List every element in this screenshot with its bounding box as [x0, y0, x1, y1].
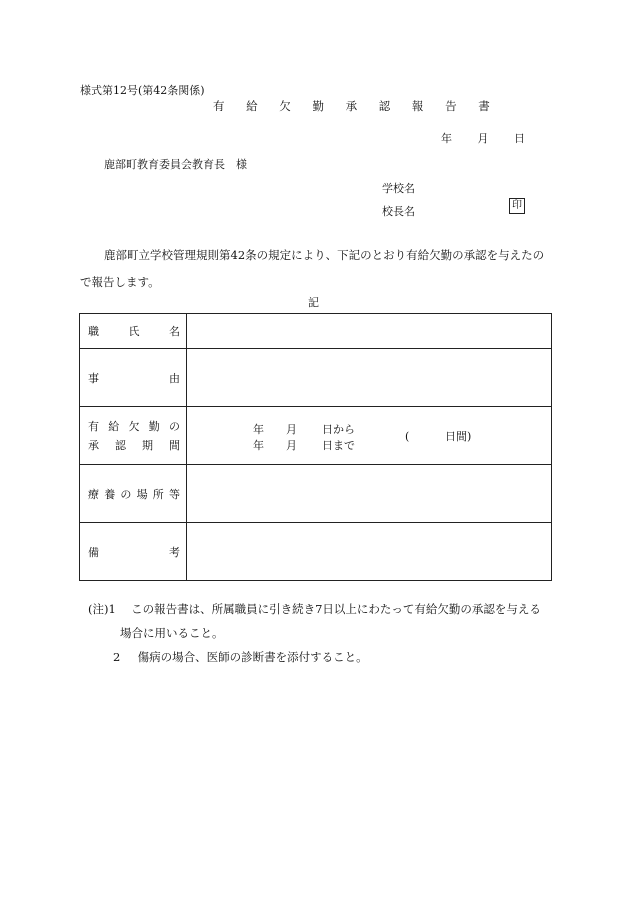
label-char: 由	[169, 371, 180, 385]
label-reason	[80, 349, 187, 407]
report-table	[79, 313, 552, 581]
period-value-cell[interactable]	[187, 407, 552, 465]
date-month: 月	[477, 132, 489, 145]
recipient: 鹿部町教育委員会教育長 様	[104, 158, 247, 171]
period-from-month: 月	[286, 423, 297, 436]
label-char: の	[120, 487, 132, 501]
label-char: 氏	[128, 325, 140, 338]
label-char: 考	[169, 545, 180, 559]
label-char: 承	[88, 439, 99, 452]
label-char: 職	[88, 325, 99, 338]
label-period	[80, 407, 187, 465]
label-char: 給	[108, 420, 120, 433]
label-char: 有	[88, 420, 99, 433]
reason-value-cell[interactable]	[187, 349, 552, 407]
date-line	[441, 130, 525, 146]
days-open-paren: (	[405, 430, 410, 443]
note-1-continuation: 場合に用いること。	[120, 626, 224, 640]
remarks-value-cell[interactable]	[187, 523, 552, 581]
body-paragraph: 鹿部町立学校管理規則第42条の規定により、下記のとおり有給欠勤の承認を与えたので報告します。	[80, 248, 545, 289]
label-char: 所	[152, 487, 164, 501]
school-name-label: 学校名	[382, 182, 415, 195]
label-char: の	[169, 420, 180, 433]
document-title: 有 給 欠 勤 承 認 報 告 書	[213, 99, 499, 113]
period-to	[253, 437, 355, 453]
principal-name-label: 校長名	[382, 205, 415, 218]
period-to-year: 年	[253, 439, 264, 452]
seal-mark: 印	[509, 198, 525, 214]
label-char: 勤	[148, 420, 160, 433]
period-from-day: 日から	[322, 423, 355, 436]
period-from-year: 年	[253, 423, 264, 436]
label-char: 場	[136, 487, 148, 501]
label-char: 認	[115, 439, 126, 452]
date-day: 日	[514, 132, 525, 145]
note-2-number: 2	[113, 650, 121, 664]
label-name	[80, 314, 187, 349]
ki-heading: 記	[308, 296, 319, 309]
label-char: 欠	[128, 420, 140, 433]
label-place	[80, 465, 187, 523]
label-char: 等	[168, 487, 180, 501]
period-from	[253, 421, 355, 437]
label-char: 備	[88, 545, 99, 559]
place-value-cell[interactable]	[187, 465, 552, 523]
note-1	[88, 601, 541, 617]
table-row-remarks	[80, 523, 552, 581]
note-2-text: 傷病の場合、医師の診断書を添付すること。	[137, 650, 368, 664]
label-remarks	[80, 523, 187, 581]
note-2	[113, 649, 368, 665]
period-days	[405, 428, 471, 444]
label-char: 間	[169, 439, 180, 452]
date-year: 年	[441, 132, 452, 145]
label-char: 養	[104, 487, 116, 501]
note-1-number: (注)1	[88, 602, 116, 616]
table-row-place	[80, 465, 552, 523]
table-row-reason	[80, 349, 552, 407]
label-char: 期	[142, 439, 153, 452]
note-1-text: この報告書は、所属職員に引き続き7日以上にわたって有給欠勤の承認を与える	[131, 602, 541, 616]
period-to-month: 月	[286, 439, 297, 452]
label-char: 事	[88, 371, 99, 385]
form-number: 様式第12号(第42条関係)	[80, 84, 205, 97]
name-value-cell[interactable]	[187, 314, 552, 349]
period-to-day: 日まで	[322, 439, 355, 452]
table-row-period	[80, 407, 552, 465]
label-char: 名	[169, 325, 180, 338]
label-char: 療	[88, 487, 99, 501]
days-close-text: 日間)	[445, 430, 472, 443]
table-row-name	[80, 314, 552, 349]
